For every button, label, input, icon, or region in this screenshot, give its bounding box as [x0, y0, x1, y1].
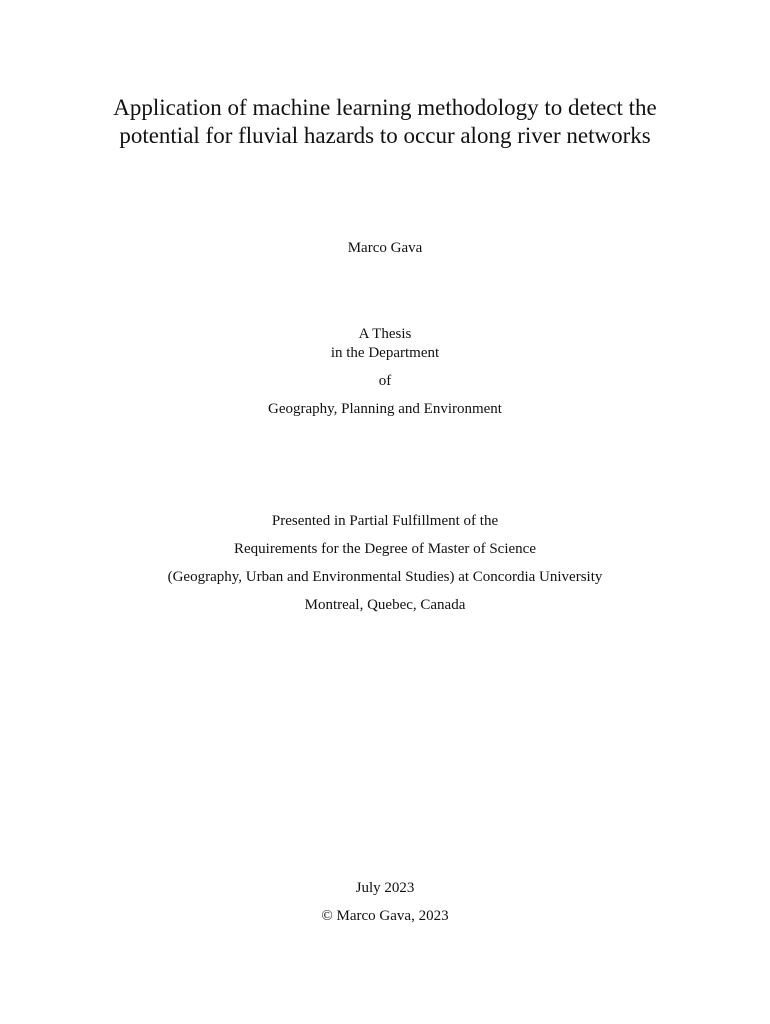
author-name: Marco Gava: [347, 240, 423, 256]
department-prefix: in the Department: [330, 345, 440, 361]
presentation-line-3: (Geography, Urban and Environmental Studies) at Concordia University: [167, 569, 603, 585]
presentation-line-1: Presented in Partial Fulfillment of the: [271, 513, 499, 529]
department-name: Geography, Planning and Environment: [268, 401, 502, 417]
thesis-label: A Thesis: [358, 326, 412, 342]
presentation-line-4: Montreal, Quebec, Canada: [304, 597, 466, 613]
submission-date: July 2023: [355, 880, 415, 896]
copyright-notice: © Marco Gava, 2023: [321, 908, 449, 924]
thesis-title-line-2: potential for fluvial hazards to occur along river networks: [119, 123, 651, 148]
thesis-title: [0, 94, 770, 150]
of-label: of: [378, 373, 392, 389]
thesis-title-line-1: Application of machine learning methodology to detect the: [113, 95, 657, 120]
presentation-line-2: Requirements for the Degree of Master of Science: [234, 541, 536, 557]
